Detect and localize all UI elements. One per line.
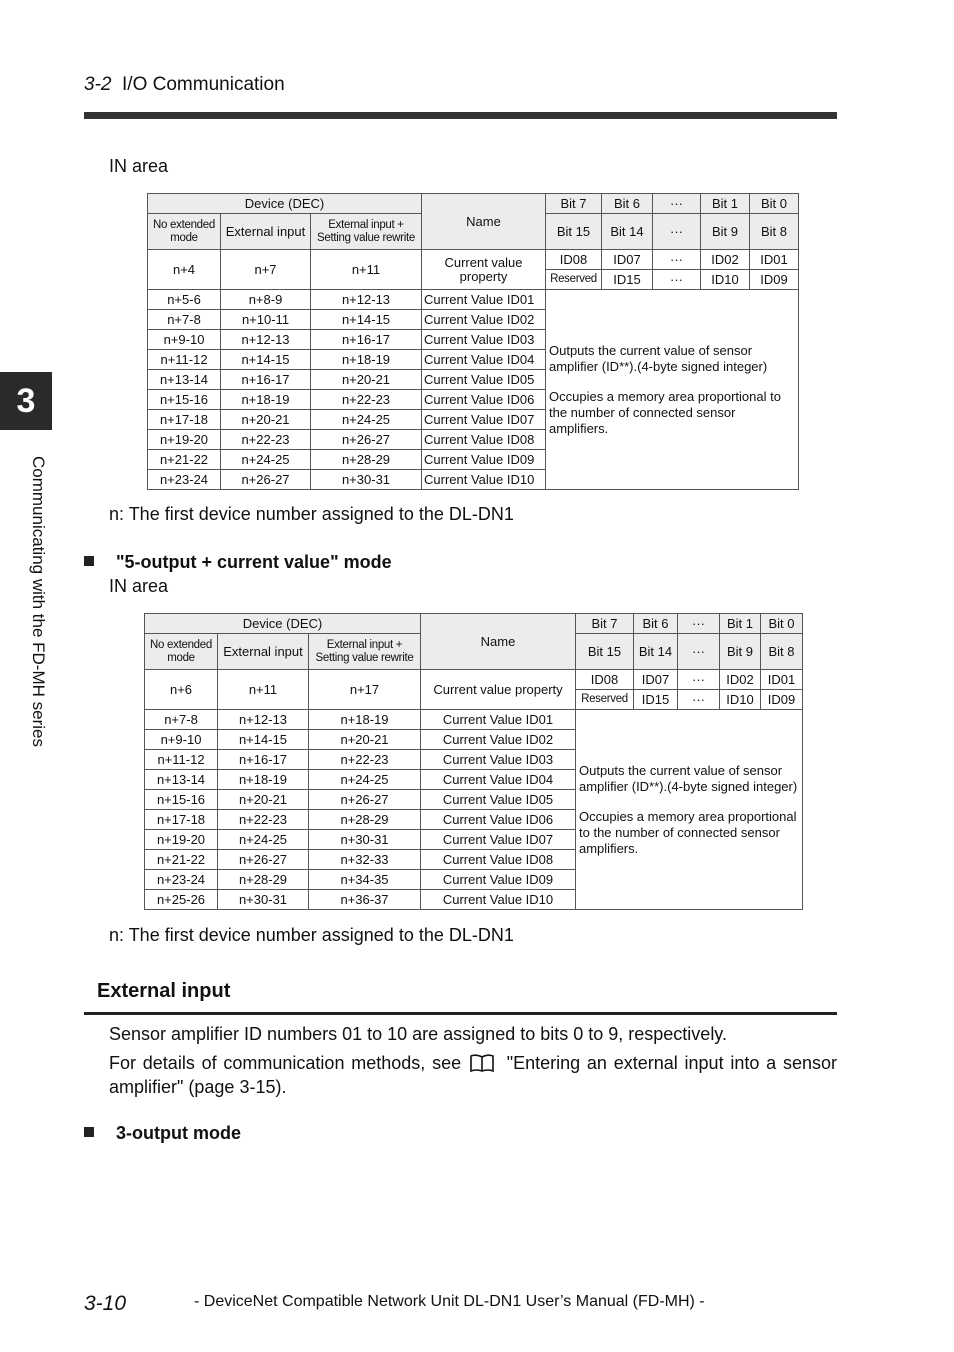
value-name-cell: Current Value ID04 — [422, 350, 546, 370]
page-number: 3-10 — [84, 1292, 127, 1315]
value-name-cell: Current Value ID05 — [422, 370, 546, 390]
chapter-side-label — [30, 456, 50, 796]
device-cell: n+11 — [218, 670, 309, 710]
bit-cell: ID09 — [761, 690, 803, 710]
bit-header: Bit 6 — [634, 614, 678, 634]
device-cell: n+23-24 — [145, 870, 218, 890]
name-header: Name — [422, 194, 546, 250]
value-name-cell: Current Value ID03 — [421, 750, 576, 770]
value-name-cell: Current Value ID03 — [422, 330, 546, 350]
in-area-label-2: IN area — [109, 576, 169, 596]
bit-cell: ··· — [678, 690, 720, 710]
property-name-cell: Current value property — [421, 670, 576, 710]
device-cell: n+14-15 — [218, 730, 309, 750]
bit-cell: ID15 — [634, 690, 678, 710]
bit-cell: ID01 — [750, 250, 799, 270]
bit-cell: Reserved — [546, 270, 602, 290]
device-cell: n+6 — [145, 670, 218, 710]
bit-header: Bit 0 — [761, 614, 803, 634]
external-input-header: External input — [221, 214, 311, 250]
device-cell: n+36-37 — [309, 890, 421, 910]
device-cell: n+30-31 — [311, 470, 422, 490]
device-cell: n+8-9 — [221, 290, 311, 310]
device-cell: n+20-21 — [309, 730, 421, 750]
description-text: Outputs the current value of sensor amplifier (ID**).(4-byte signed integer) — [579, 762, 798, 794]
value-name-cell: Current Value ID06 — [422, 390, 546, 410]
external-setting-header: External input + Setting value rewrite — [309, 634, 421, 670]
bit-cell: ID01 — [761, 670, 803, 690]
bit-cell: ID08 — [576, 670, 634, 690]
device-cell: n+11-12 — [148, 350, 221, 370]
device-cell: n+16-17 — [221, 370, 311, 390]
section-number: 3-2 — [84, 74, 112, 95]
bit-cell: Reserved — [576, 690, 634, 710]
no-extended-mode-header: No extended mode — [148, 214, 221, 250]
bit-header: Bit 1 — [701, 194, 750, 214]
device-cell: n+10-11 — [221, 310, 311, 330]
bit-header: Bit 9 — [701, 214, 750, 250]
bit-header: Bit 7 — [576, 614, 634, 634]
device-cell: n+18-19 — [311, 350, 422, 370]
description-text: Occupies a memory area proportional to the number of connected sensor amplifiers. — [579, 808, 797, 856]
device-cell: n+32-33 — [309, 850, 421, 870]
description-text: Outputs the current value of sensor amplifier (ID**).(4-byte signed integer) — [549, 342, 768, 374]
device-cell: n+5-6 — [148, 290, 221, 310]
bit-cell: ID02 — [720, 670, 761, 690]
description-cell — [546, 290, 799, 490]
section-title: I/O Communication — [122, 74, 285, 95]
value-name-cell: Current Value ID01 — [421, 710, 576, 730]
device-cell: n+28-29 — [218, 870, 309, 890]
table-row — [148, 290, 799, 310]
device-cell: n+17-18 — [145, 810, 218, 830]
value-name-cell: Current Value ID07 — [421, 830, 576, 850]
device-cell: n+17-18 — [148, 410, 221, 430]
device-cell: n+9-10 — [148, 330, 221, 350]
bit-header: ··· — [678, 614, 720, 634]
external-input-heading: External input — [97, 980, 231, 1002]
bit-cell: ··· — [678, 670, 720, 690]
external-input-paragraph-1: Sensor amplifier ID numbers 01 to 10 are assigned to bits 0 to 9, respectively. — [109, 1024, 727, 1044]
bit-header: Bit 8 — [750, 214, 799, 250]
device-cell: n+28-29 — [309, 810, 421, 830]
device-dec-header: Device (DEC) — [145, 614, 421, 634]
device-cell: n+22-23 — [309, 750, 421, 770]
value-name-cell: Current Value ID10 — [421, 890, 576, 910]
chapter-side-text: Communicating with the FD-MH series — [29, 456, 48, 747]
device-cell: n+11-12 — [145, 750, 218, 770]
in-area-table-2 — [144, 613, 803, 910]
mode3-heading: 3-output mode — [84, 1123, 241, 1144]
bit-header: ··· — [653, 214, 701, 250]
bit-cell: ID10 — [701, 270, 750, 290]
value-name-cell: Current Value ID02 — [421, 730, 576, 750]
device-cell: n+28-29 — [311, 450, 422, 470]
device-cell: n+18-19 — [309, 710, 421, 730]
device-cell: n+22-23 — [218, 810, 309, 830]
bit-header: Bit 6 — [602, 194, 653, 214]
device-cell: n+9-10 — [145, 730, 218, 750]
name-header: Name — [421, 614, 576, 670]
bit-cell: ID10 — [720, 690, 761, 710]
device-cell: n+24-25 — [218, 830, 309, 850]
device-cell: n+19-20 — [145, 830, 218, 850]
section-header — [84, 74, 285, 96]
external-input-header: External input — [218, 634, 309, 670]
device-cell: n+20-21 — [218, 790, 309, 810]
description-text: Occupies a memory area proportional to the number of connected sensor amplifiers. — [549, 388, 781, 436]
device-cell: n+18-19 — [218, 770, 309, 790]
device-cell: n+19-20 — [148, 430, 221, 450]
device-cell: n+7-8 — [148, 310, 221, 330]
bit-cell: ID09 — [750, 270, 799, 290]
value-name-cell: Current Value ID08 — [421, 850, 576, 870]
bit-header: Bit 1 — [720, 614, 761, 634]
device-cell: n+24-25 — [311, 410, 422, 430]
value-name-cell: Current Value ID07 — [422, 410, 546, 430]
bit-cell: ID15 — [602, 270, 653, 290]
device-cell: n+30-31 — [309, 830, 421, 850]
device-cell: n+14-15 — [221, 350, 311, 370]
device-cell: n+20-21 — [311, 370, 422, 390]
bit-header: Bit 7 — [546, 194, 602, 214]
value-name-cell: Current Value ID02 — [422, 310, 546, 330]
in-area-label-1: IN area — [109, 156, 169, 176]
bit-header: Bit 15 — [546, 214, 602, 250]
device-cell: n+26-27 — [311, 430, 422, 450]
device-number-note-1: n: The first device number assigned to the DL-DN1 — [109, 504, 514, 524]
external-input-paragraph-2: For details of communication methods, see "Entering an external input into a sensor amplifier" (page 3-15). — [109, 1053, 837, 1097]
description-cell — [576, 710, 803, 910]
bit-cell: ID07 — [634, 670, 678, 690]
device-cell: n+18-19 — [221, 390, 311, 410]
value-name-cell: Current Value ID10 — [422, 470, 546, 490]
device-cell: n+11 — [311, 250, 422, 290]
device-cell: n+16-17 — [218, 750, 309, 770]
device-cell: n+26-27 — [221, 470, 311, 490]
value-name-cell: Current Value ID08 — [422, 430, 546, 450]
device-number-note-2: n: The first device number assigned to the DL-DN1 — [109, 925, 514, 945]
device-cell: n+13-14 — [145, 770, 218, 790]
header-rule — [84, 112, 837, 119]
device-cell: n+7 — [221, 250, 311, 290]
device-cell: n+12-13 — [311, 290, 422, 310]
property-name-cell: Current value property — [422, 250, 546, 290]
value-name-cell: Current Value ID06 — [421, 810, 576, 830]
in-area-table-1 — [147, 193, 799, 490]
device-cell: n+30-31 — [218, 890, 309, 910]
device-cell: n+26-27 — [309, 790, 421, 810]
device-cell: n+34-35 — [309, 870, 421, 890]
bit-header: Bit 8 — [761, 634, 803, 670]
bit-cell: ID02 — [701, 250, 750, 270]
heading-rule — [84, 1012, 837, 1015]
device-cell: n+15-16 — [148, 390, 221, 410]
bit-header: ··· — [678, 634, 720, 670]
device-cell: n+13-14 — [148, 370, 221, 390]
device-cell: n+16-17 — [311, 330, 422, 350]
value-name-cell: Current Value ID09 — [421, 870, 576, 890]
bit-header: Bit 14 — [634, 634, 678, 670]
bit-header: ··· — [653, 194, 701, 214]
device-cell: n+23-24 — [148, 470, 221, 490]
book-icon — [470, 1054, 494, 1072]
square-bullet-icon — [84, 556, 94, 566]
device-cell: n+22-23 — [311, 390, 422, 410]
device-cell: n+24-25 — [309, 770, 421, 790]
chapter-tab: 3 — [0, 372, 52, 430]
device-cell: n+24-25 — [221, 450, 311, 470]
device-cell: n+20-21 — [221, 410, 311, 430]
device-cell: n+26-27 — [218, 850, 309, 870]
bit-header: Bit 0 — [750, 194, 799, 214]
bit-cell: ··· — [653, 250, 701, 270]
device-cell: n+15-16 — [145, 790, 218, 810]
bit-header: Bit 9 — [720, 634, 761, 670]
device-cell: n+17 — [309, 670, 421, 710]
no-extended-mode-header: No extended mode — [145, 634, 218, 670]
device-cell: n+12-13 — [218, 710, 309, 730]
mode5-heading: "5-output + current value" mode — [84, 552, 392, 573]
device-dec-header: Device (DEC) — [148, 194, 422, 214]
value-name-cell: Current Value ID04 — [421, 770, 576, 790]
device-cell: n+21-22 — [148, 450, 221, 470]
device-cell: n+4 — [148, 250, 221, 290]
device-cell: n+22-23 — [221, 430, 311, 450]
device-cell: n+12-13 — [221, 330, 311, 350]
bit-cell: ··· — [653, 270, 701, 290]
device-cell: n+7-8 — [145, 710, 218, 730]
value-name-cell: Current Value ID05 — [421, 790, 576, 810]
manual-footer: - DeviceNet Compatible Network Unit DL-DN1 User’s Manual (FD-MH) - — [194, 1293, 705, 1310]
bit-cell: ID07 — [602, 250, 653, 270]
device-cell: n+25-26 — [145, 890, 218, 910]
value-name-cell: Current Value ID09 — [422, 450, 546, 470]
external-setting-header: External input + Setting value rewrite — [311, 214, 422, 250]
square-bullet-icon — [84, 1127, 94, 1137]
bit-cell: ID08 — [546, 250, 602, 270]
table-row — [145, 710, 803, 730]
value-name-cell: Current Value ID01 — [422, 290, 546, 310]
device-cell: n+21-22 — [145, 850, 218, 870]
device-cell: n+14-15 — [311, 310, 422, 330]
bit-header: Bit 15 — [576, 634, 634, 670]
bit-header: Bit 14 — [602, 214, 653, 250]
